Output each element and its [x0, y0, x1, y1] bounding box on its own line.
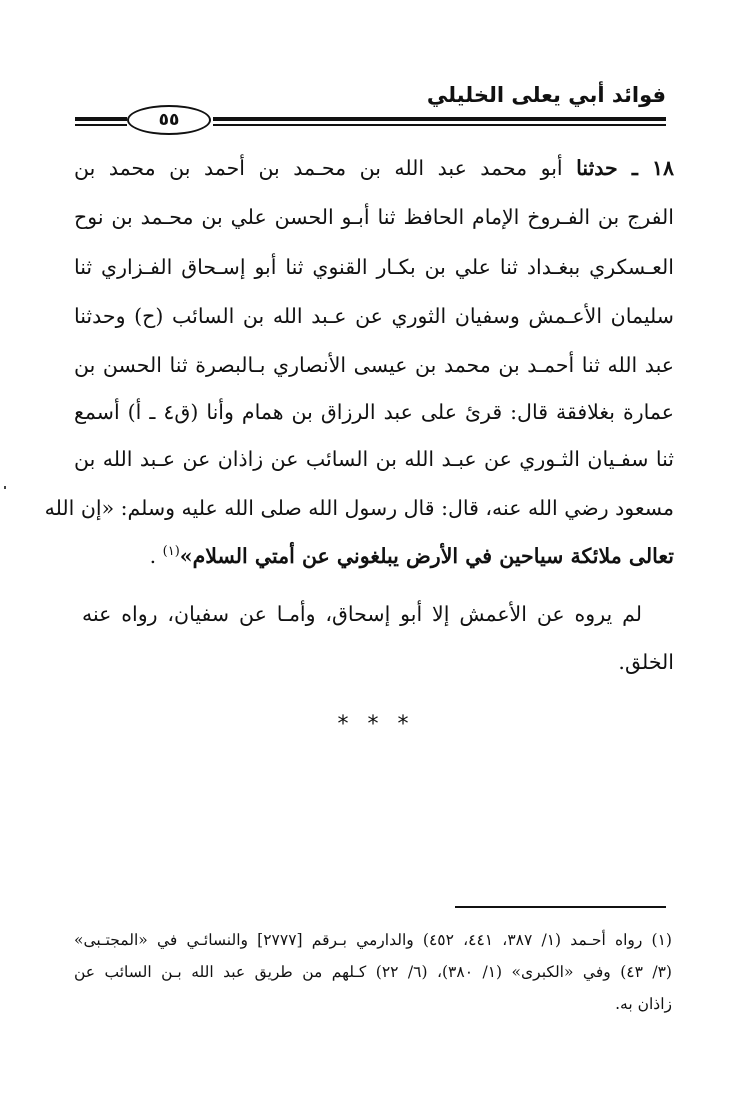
- header-rule: [213, 117, 666, 121]
- footnote-line: (٣/ ٤٣) وفي «الكبرى» (١/ ٣٨٠)، (٦/ ٢٢) كـلهم من طريق عبد الله بـن السائب عن: [74, 963, 672, 981]
- footnote-line: (١) رواه أحـمد (١/ ٣٨٧، ٤٤١، ٤٥٢) والدارمي بـرقم [٢٧٧٧] والنسائـي في «المجتـبى»: [74, 931, 672, 949]
- body-line: [74, 443, 674, 475]
- hadith-number: ١٨ ـ حدثنا: [576, 156, 674, 180]
- body-line: [74, 152, 674, 184]
- body-line-text: .: [149, 544, 163, 568]
- header-rule: [75, 117, 127, 121]
- section-separator: * * *: [337, 712, 415, 737]
- body-line-text: أبو محمد عبد الله بن محـمد بن أحمد بن محمد بن: [74, 156, 577, 180]
- body-line: [74, 300, 674, 332]
- page-number: ٥٥: [158, 110, 180, 130]
- body-line-text: مسعود رضي الله عنه، قال: قال رسول الله صلى الله عليه وسلم: «إن الله: [44, 496, 674, 520]
- body-line: [74, 396, 674, 428]
- body-line: [74, 349, 674, 381]
- body-line-text: العـسكري ببغـداد ثنا علي بن بكـار القنوي ثنا أبو إسـحاق الفـزاري ثنا: [74, 255, 674, 279]
- scan-mark: [4, 486, 6, 489]
- body-line-text: ثنا سفـيان الثـوري عن عبـد الله بن السائب عن زاذان عن عـبد الله بن: [74, 447, 674, 471]
- body-line: [82, 598, 642, 630]
- running-title: فوائد أبي يعلى الخليلي: [426, 83, 666, 107]
- body-line: [74, 251, 674, 283]
- body-line-text: لم يروه عن الأعمش إلا أبو إسحاق، وأمـا عن سفيان، رواه عنه: [82, 602, 642, 626]
- body-line-text: الفرج بن الفـروخ الإمام الحافظ ثنا أبـو الحسن علي بن محـمد بن نوح: [74, 205, 674, 229]
- hadith-text: تعالى ملائكة سياحين في الأرض يبلغوني عن أمتي السلام»: [179, 544, 674, 568]
- body-line: [74, 201, 674, 233]
- body-line: [74, 646, 674, 678]
- body-line-text: الخلق.: [618, 650, 674, 674]
- header-rule: [75, 124, 127, 126]
- body-line: [74, 540, 674, 572]
- body-line-text: سليمان الأعـمش وسفيان الثوري عن عـبد الله بن السائب (ح) وحدثنا: [74, 304, 674, 328]
- footnote-reference: (١): [162, 544, 180, 560]
- footnote-rule: [455, 906, 666, 908]
- body-line: [44, 492, 674, 524]
- page-number-badge: [127, 105, 211, 135]
- body-line-text: عمارة بغلافقة قال: قرئ على عبد الرزاق بن همام وأنا (ق٤ ـ أ) أسمع: [74, 400, 674, 424]
- header-rule: [213, 124, 666, 126]
- body-line-text: عبد الله ثنا أحمـد بن محمد بن عيسى الأنصاري بـالبصرة ثنا الحسن بن: [74, 353, 674, 377]
- footnote-line: زاذان به.: [615, 995, 672, 1013]
